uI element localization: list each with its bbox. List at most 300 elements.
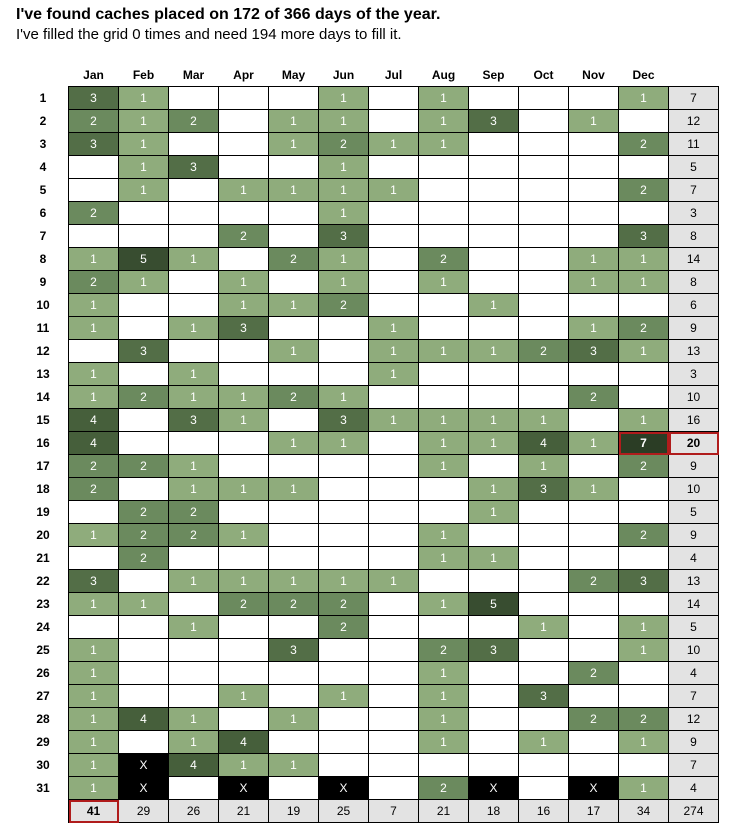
- day-count-cell: [519, 133, 569, 156]
- day-count-cell: [369, 616, 419, 639]
- day-row: [18, 662, 719, 685]
- day-count-cell: [119, 294, 169, 317]
- day-row: [18, 248, 719, 271]
- row-total: 8: [669, 225, 719, 248]
- day-count-cell: [569, 133, 619, 156]
- day-count-cell: [519, 754, 569, 777]
- day-count-cell: 3: [319, 409, 369, 432]
- day-count-cell: 1: [69, 294, 119, 317]
- day-count-cell: 3: [169, 409, 219, 432]
- day-count-cell: [219, 501, 269, 524]
- day-count-cell: [69, 225, 119, 248]
- row-total: 5: [669, 616, 719, 639]
- day-count-cell: 2: [619, 179, 669, 202]
- day-count-cell: [69, 156, 119, 179]
- day-count-cell: 2: [319, 294, 369, 317]
- day-count-cell: 1: [419, 708, 469, 731]
- day-count-cell: [419, 363, 469, 386]
- day-count-cell: [469, 685, 519, 708]
- day-count-cell: [469, 570, 519, 593]
- day-count-cell: 1: [169, 317, 219, 340]
- day-label: 12: [36, 344, 50, 358]
- row-total: 13: [669, 570, 719, 593]
- day-count-cell: [369, 754, 419, 777]
- day-count-cell: 1: [469, 340, 519, 363]
- day-count-cell: 3: [519, 685, 569, 708]
- day-count-cell: [369, 294, 419, 317]
- day-count-cell: [469, 754, 519, 777]
- page-subtitle: I've filled the grid 0 times and need 194 more days to fill it.: [16, 26, 402, 43]
- row-total: 14: [669, 248, 719, 271]
- day-count-cell: [519, 202, 569, 225]
- day-count-cell: [369, 708, 419, 731]
- day-count-cell: 1: [269, 133, 319, 156]
- day-count-cell: [269, 731, 319, 754]
- day-count-cell: [269, 616, 319, 639]
- day-row: [18, 340, 719, 363]
- row-total: 4: [669, 547, 719, 570]
- day-label: 31: [36, 781, 50, 795]
- day-count-cell: [269, 271, 319, 294]
- day-count-cell: 1: [419, 340, 469, 363]
- day-count-cell: 1: [319, 87, 369, 110]
- column-total: 19: [269, 800, 319, 823]
- day-count-cell: 1: [419, 455, 469, 478]
- day-count-cell: [469, 202, 519, 225]
- day-count-cell: [169, 202, 219, 225]
- day-count-cell: 2: [569, 662, 619, 685]
- day-count-cell: [619, 156, 669, 179]
- day-count-cell: [319, 478, 369, 501]
- day-count-cell: 1: [69, 386, 119, 409]
- day-count-cell: [619, 478, 669, 501]
- day-count-cell: 5: [469, 593, 519, 616]
- day-count-cell: [269, 225, 319, 248]
- day-count-cell: 1: [269, 294, 319, 317]
- day-count-cell: 1: [519, 731, 569, 754]
- day-row: [18, 202, 719, 225]
- day-label: 2: [39, 114, 47, 128]
- day-count-cell: [319, 340, 369, 363]
- day-label: 3: [39, 137, 47, 151]
- day-count-cell: 1: [169, 455, 219, 478]
- day-count-cell: 1: [69, 777, 119, 800]
- day-count-cell: [319, 662, 369, 685]
- day-count-cell: 1: [419, 547, 469, 570]
- month-header-nov: Nov: [582, 67, 605, 82]
- day-count-cell: 1: [269, 708, 319, 731]
- day-count-cell: 2: [619, 455, 669, 478]
- day-count-cell: 1: [469, 501, 519, 524]
- day-count-cell: [469, 156, 519, 179]
- day-row: [18, 156, 719, 179]
- day-count-cell: [469, 179, 519, 202]
- day-count-cell: [319, 547, 369, 570]
- day-count-cell: [119, 662, 169, 685]
- day-count-cell: 1: [569, 317, 619, 340]
- day-count-cell: 1: [419, 685, 469, 708]
- day-count-cell: 1: [269, 110, 319, 133]
- day-count-cell: [519, 156, 569, 179]
- corner-cell: [18, 63, 69, 87]
- day-label: 20: [36, 528, 50, 542]
- day-count-cell: 3: [119, 340, 169, 363]
- day-count-cell: [269, 777, 319, 800]
- row-total: 16: [669, 409, 719, 432]
- day-count-cell: [569, 409, 619, 432]
- day-row: [18, 547, 719, 570]
- impossible-day-cell: X: [569, 777, 619, 800]
- day-count-cell: [219, 662, 269, 685]
- day-count-cell: 1: [569, 110, 619, 133]
- day-count-cell: [619, 386, 669, 409]
- month-header-sep: Sep: [482, 67, 505, 82]
- row-total: 10: [669, 386, 719, 409]
- day-count-cell: [269, 662, 319, 685]
- day-count-cell: [319, 754, 369, 777]
- day-count-cell: [369, 593, 419, 616]
- day-row: [18, 110, 719, 133]
- day-row: [18, 639, 719, 662]
- day-count-cell: 2: [119, 386, 169, 409]
- day-count-cell: 1: [369, 133, 419, 156]
- day-count-cell: 2: [569, 570, 619, 593]
- day-count-cell: 1: [569, 432, 619, 455]
- day-count-cell: 2: [319, 593, 369, 616]
- day-count-cell: 4: [69, 432, 119, 455]
- day-count-cell: 1: [319, 432, 369, 455]
- total-header: [669, 63, 719, 87]
- day-count-cell: [519, 593, 569, 616]
- day-count-cell: [569, 524, 619, 547]
- day-count-cell: 1: [119, 156, 169, 179]
- month-header-row: [18, 63, 719, 87]
- day-count-cell: 1: [469, 478, 519, 501]
- day-count-cell: 1: [519, 616, 569, 639]
- day-count-cell: 3: [619, 570, 669, 593]
- day-count-cell: [169, 87, 219, 110]
- day-count-cell: [219, 110, 269, 133]
- day-count-cell: 1: [469, 294, 519, 317]
- day-row: [18, 87, 719, 110]
- day-count-cell: 1: [269, 340, 319, 363]
- day-count-cell: [269, 524, 319, 547]
- day-count-cell: [69, 179, 119, 202]
- day-count-cell: [369, 478, 419, 501]
- day-label: 19: [36, 505, 50, 519]
- row-total: 13: [669, 340, 719, 363]
- day-count-cell: [169, 271, 219, 294]
- row-total: 9: [669, 317, 719, 340]
- day-count-cell: [219, 87, 269, 110]
- day-count-cell: [319, 524, 369, 547]
- day-count-cell: 1: [419, 432, 469, 455]
- row-total: 12: [669, 708, 719, 731]
- day-count-cell: [419, 478, 469, 501]
- day-count-cell: 1: [269, 478, 319, 501]
- day-label: 27: [36, 689, 50, 703]
- day-count-cell: 1: [319, 248, 369, 271]
- day-count-cell: 2: [619, 708, 669, 731]
- day-row: [18, 754, 719, 777]
- day-label: 7: [39, 229, 47, 243]
- day-count-cell: [519, 294, 569, 317]
- day-count-cell: [119, 639, 169, 662]
- day-count-cell: [619, 110, 669, 133]
- day-count-cell: 2: [519, 340, 569, 363]
- day-count-cell: 1: [419, 133, 469, 156]
- day-count-cell: 1: [219, 179, 269, 202]
- day-count-cell: [569, 616, 619, 639]
- day-count-cell: 1: [419, 271, 469, 294]
- day-label: 21: [36, 551, 50, 565]
- day-count-cell: [69, 616, 119, 639]
- day-count-cell: 2: [119, 501, 169, 524]
- row-total: 7: [669, 179, 719, 202]
- day-count-cell: 1: [419, 110, 469, 133]
- day-row: [18, 685, 719, 708]
- day-count-cell: [369, 455, 419, 478]
- day-count-cell: 1: [319, 202, 369, 225]
- day-count-cell: 1: [219, 294, 269, 317]
- day-row: [18, 478, 719, 501]
- day-count-cell: [469, 524, 519, 547]
- day-count-cell: [319, 317, 369, 340]
- impossible-day-cell: X: [319, 777, 369, 800]
- day-count-cell: [519, 777, 569, 800]
- grand-total: 274: [669, 800, 719, 823]
- day-count-cell: [519, 248, 569, 271]
- day-count-cell: [619, 202, 669, 225]
- day-count-cell: 1: [69, 662, 119, 685]
- day-count-cell: [419, 754, 469, 777]
- day-row: [18, 524, 719, 547]
- day-count-cell: 1: [119, 593, 169, 616]
- day-count-cell: [569, 731, 619, 754]
- day-row: [18, 501, 719, 524]
- day-count-cell: [469, 248, 519, 271]
- row-total: 8: [669, 271, 719, 294]
- column-total: 18: [469, 800, 519, 823]
- day-count-cell: 1: [419, 731, 469, 754]
- day-count-cell: [519, 87, 569, 110]
- row-total: 7: [669, 754, 719, 777]
- day-count-cell: [319, 639, 369, 662]
- day-count-cell: [469, 133, 519, 156]
- day-count-cell: [369, 87, 419, 110]
- day-count-cell: 2: [69, 478, 119, 501]
- day-count-cell: 2: [419, 639, 469, 662]
- day-row: [18, 616, 719, 639]
- day-count-cell: [219, 547, 269, 570]
- day-count-cell: [269, 685, 319, 708]
- row-total: 7: [669, 87, 719, 110]
- day-count-cell: 1: [169, 708, 219, 731]
- day-count-cell: 3: [469, 110, 519, 133]
- day-count-cell: 1: [69, 639, 119, 662]
- day-count-cell: 1: [269, 179, 319, 202]
- day-count-cell: [369, 156, 419, 179]
- day-count-cell: [419, 616, 469, 639]
- day-count-cell: [269, 547, 319, 570]
- day-count-cell: 2: [619, 524, 669, 547]
- day-count-cell: [169, 685, 219, 708]
- day-count-cell: [619, 685, 669, 708]
- day-label: 22: [36, 574, 50, 588]
- day-count-cell: [269, 363, 319, 386]
- day-count-cell: 3: [269, 639, 319, 662]
- day-count-cell: 4: [219, 731, 269, 754]
- column-total: 29: [119, 800, 169, 823]
- day-count-cell: 3: [69, 133, 119, 156]
- totals-row-label: [18, 800, 69, 823]
- day-count-cell: [519, 110, 569, 133]
- day-count-cell: [619, 547, 669, 570]
- column-total: 7: [369, 800, 419, 823]
- day-row: [18, 271, 719, 294]
- day-count-cell: [469, 662, 519, 685]
- day-count-cell: [119, 432, 169, 455]
- day-count-cell: [119, 616, 169, 639]
- month-header-jun: Jun: [332, 67, 355, 82]
- day-count-cell: 1: [619, 409, 669, 432]
- row-total: 9: [669, 731, 719, 754]
- day-row: [18, 133, 719, 156]
- day-count-cell: [369, 110, 419, 133]
- day-count-cell: 1: [419, 662, 469, 685]
- month-header-feb: Feb: [132, 67, 155, 82]
- day-label: 26: [36, 666, 50, 680]
- day-count-cell: 1: [69, 593, 119, 616]
- day-count-cell: 2: [119, 524, 169, 547]
- day-count-cell: 2: [269, 593, 319, 616]
- day-count-cell: 1: [619, 777, 669, 800]
- day-count-cell: [119, 317, 169, 340]
- day-count-cell: [569, 179, 619, 202]
- day-count-cell: 1: [119, 271, 169, 294]
- day-count-cell: 4: [69, 409, 119, 432]
- day-count-cell: 2: [69, 202, 119, 225]
- row-total: 5: [669, 501, 719, 524]
- grid-body: [18, 87, 719, 823]
- day-label: 18: [36, 482, 50, 496]
- day-count-cell: [469, 271, 519, 294]
- day-count-cell: [519, 570, 569, 593]
- day-count-cell: [469, 455, 519, 478]
- day-count-cell: [319, 363, 369, 386]
- day-count-cell: 2: [319, 133, 369, 156]
- day-count-cell: 2: [619, 133, 669, 156]
- day-count-cell: [269, 202, 319, 225]
- day-count-cell: 3: [69, 87, 119, 110]
- day-count-cell: [519, 662, 569, 685]
- day-row: [18, 363, 719, 386]
- day-count-cell: 3: [219, 317, 269, 340]
- day-count-cell: 1: [69, 685, 119, 708]
- day-count-cell: 1: [219, 524, 269, 547]
- day-count-cell: [469, 386, 519, 409]
- day-count-cell: [519, 639, 569, 662]
- day-count-cell: 3: [519, 478, 569, 501]
- day-count-cell: 1: [219, 754, 269, 777]
- impossible-day-cell: X: [119, 777, 169, 800]
- day-count-cell: 1: [419, 409, 469, 432]
- day-count-cell: [119, 225, 169, 248]
- row-total: 5: [669, 156, 719, 179]
- day-count-cell: [119, 685, 169, 708]
- day-row: [18, 409, 719, 432]
- day-count-cell: [469, 708, 519, 731]
- day-count-cell: [569, 754, 619, 777]
- day-label: 8: [39, 252, 47, 266]
- day-count-cell: [219, 248, 269, 271]
- day-count-cell: [569, 363, 619, 386]
- day-count-cell: [319, 501, 369, 524]
- day-count-cell: 3: [169, 156, 219, 179]
- day-count-cell: [569, 87, 619, 110]
- day-count-cell: [219, 455, 269, 478]
- day-count-cell: [419, 501, 469, 524]
- day-row: [18, 225, 719, 248]
- day-count-cell: 2: [119, 547, 169, 570]
- day-count-cell: [269, 317, 319, 340]
- day-count-cell: 2: [169, 501, 219, 524]
- day-count-cell: 1: [369, 409, 419, 432]
- day-count-cell: [569, 455, 619, 478]
- day-count-cell: 1: [169, 248, 219, 271]
- day-count-cell: 1: [219, 685, 269, 708]
- day-count-cell: [119, 409, 169, 432]
- day-count-cell: [519, 547, 569, 570]
- day-count-cell: [619, 754, 669, 777]
- day-count-cell: [419, 294, 469, 317]
- day-count-cell: [369, 225, 419, 248]
- day-count-cell: 2: [219, 225, 269, 248]
- day-count-cell: [169, 179, 219, 202]
- day-label: 4: [39, 160, 47, 174]
- day-count-cell: [219, 363, 269, 386]
- day-count-cell: [619, 501, 669, 524]
- day-count-cell: [569, 593, 619, 616]
- day-count-cell: [319, 708, 369, 731]
- day-count-cell: 1: [219, 386, 269, 409]
- day-count-cell: 2: [619, 317, 669, 340]
- day-count-cell: 2: [269, 386, 319, 409]
- day-row: [18, 708, 719, 731]
- day-count-cell: [419, 317, 469, 340]
- day-count-cell: 1: [369, 340, 419, 363]
- day-count-cell: [269, 156, 319, 179]
- row-total: 3: [669, 363, 719, 386]
- day-count-cell: 3: [469, 639, 519, 662]
- day-count-cell: 1: [169, 616, 219, 639]
- day-count-cell: [469, 87, 519, 110]
- column-total: 26: [169, 800, 219, 823]
- day-count-cell: [69, 340, 119, 363]
- day-count-cell: 3: [569, 340, 619, 363]
- day-count-cell: [369, 248, 419, 271]
- day-count-cell: 1: [219, 478, 269, 501]
- day-count-cell: 1: [169, 731, 219, 754]
- day-count-cell: [169, 133, 219, 156]
- day-count-cell: 2: [69, 455, 119, 478]
- day-count-cell: 1: [619, 87, 669, 110]
- day-count-cell: 1: [319, 110, 369, 133]
- day-label: 29: [36, 735, 50, 749]
- day-label: 16: [36, 436, 50, 450]
- day-count-cell: 2: [169, 110, 219, 133]
- row-total: 14: [669, 593, 719, 616]
